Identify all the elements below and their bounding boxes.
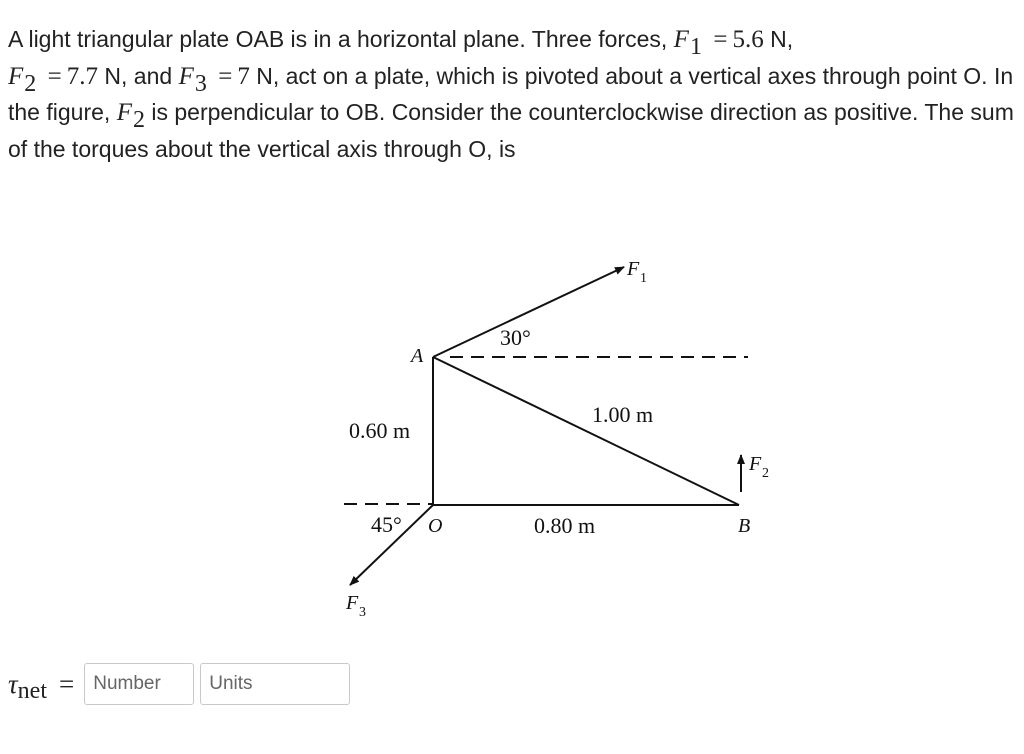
f3-subscript: 3 bbox=[194, 70, 207, 97]
length-ob-label: 0.80 m bbox=[534, 513, 596, 538]
f2-subscript: 2 bbox=[24, 70, 37, 97]
label-f1: F bbox=[627, 258, 640, 280]
angle-45-label: 45° bbox=[371, 512, 402, 537]
f3-value: 7 bbox=[237, 62, 250, 90]
label-f2-sub: 2 bbox=[762, 466, 769, 481]
label-f3-sub: 3 bbox=[359, 605, 366, 620]
f2-value: 7.7 bbox=[66, 62, 99, 90]
tau-subscript: net bbox=[17, 677, 47, 704]
tau-symbol: τ bbox=[8, 668, 18, 699]
f2b-subscript: 2 bbox=[132, 107, 145, 133]
f3-equals: = bbox=[218, 62, 233, 90]
label-f1-sub: 1 bbox=[640, 271, 647, 286]
label-f2: F bbox=[749, 453, 762, 475]
answer-row bbox=[8, 662, 350, 706]
question-middle: N, act on a plate, which is pivoted about a vertical axes through point O. In the figure, bbox=[8, 62, 1014, 125]
angle-30-label: 30° bbox=[500, 325, 531, 350]
label-f3: F bbox=[346, 592, 359, 614]
f2-unit: N, and bbox=[98, 62, 173, 89]
f1-equals: = bbox=[713, 26, 728, 53]
tau-net-symbol bbox=[8, 668, 47, 704]
length-ab-label: 1.00 m bbox=[592, 402, 654, 427]
f1-symbol: F bbox=[673, 26, 689, 53]
answer-equals: = bbox=[59, 668, 75, 699]
units-input[interactable] bbox=[200, 663, 350, 705]
f2-equals: = bbox=[47, 62, 62, 90]
number-input[interactable] bbox=[84, 663, 194, 705]
f3-symbol: F bbox=[178, 62, 194, 90]
label-o: O bbox=[428, 515, 443, 537]
edge-ab bbox=[433, 357, 739, 505]
length-oa-label: 0.60 m bbox=[349, 418, 411, 443]
f2-symbol: F bbox=[8, 62, 24, 90]
question-intro: A light triangular plate OAB is in a horizontal plane. Three forces, bbox=[8, 26, 668, 52]
f2b-symbol: F bbox=[116, 99, 132, 126]
label-a: A bbox=[411, 345, 424, 367]
question-end: is perpendicular to OB. Consider the counterclockwise direction as positive. The sum of the torques about the vertical axis through O, is bbox=[8, 99, 1014, 162]
f1-value: 5.6 bbox=[732, 26, 764, 53]
f1-subscript: 1 bbox=[689, 34, 702, 60]
f1-unit: N, bbox=[763, 26, 794, 52]
label-b: B bbox=[738, 515, 751, 537]
